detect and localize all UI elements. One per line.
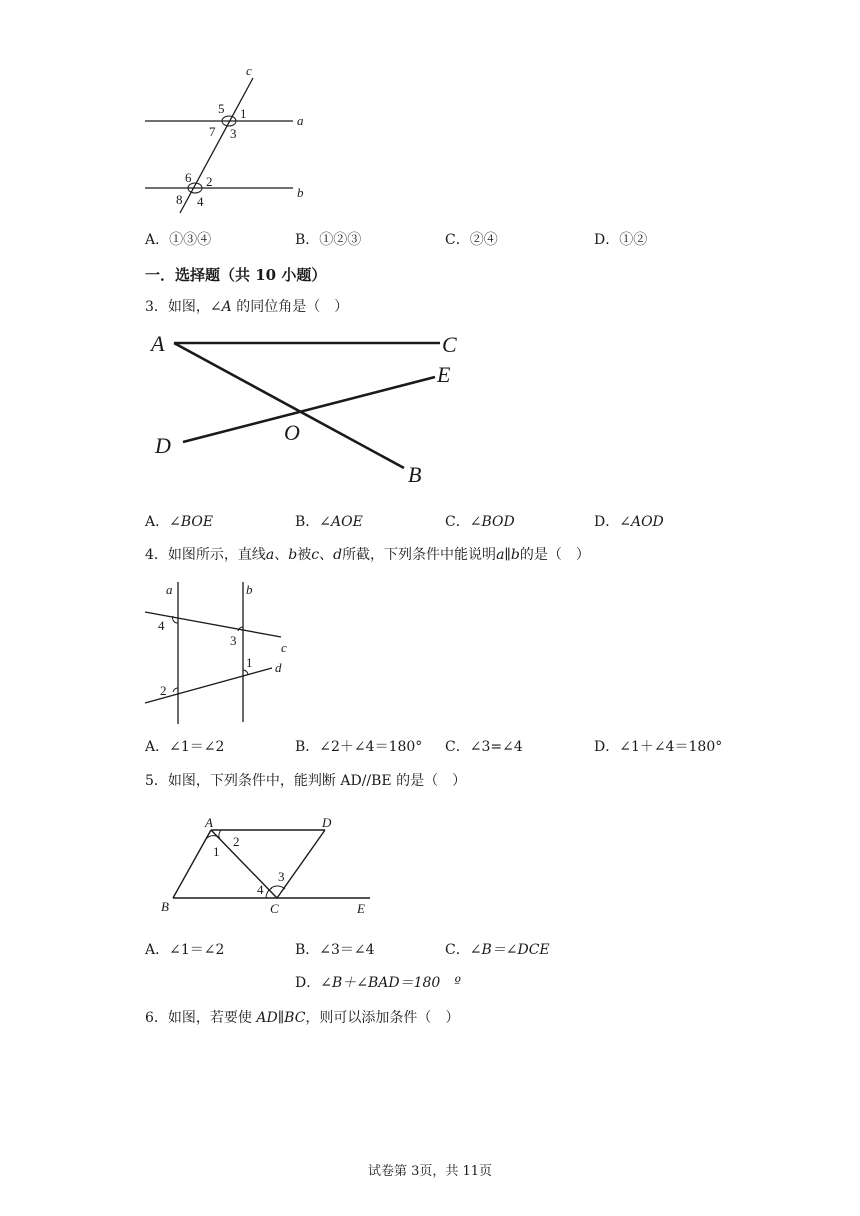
- q2-label-a: a: [297, 113, 304, 128]
- q5-label-3: 3: [278, 869, 285, 884]
- q3-label-C: C: [442, 332, 457, 357]
- q5-label-4: 4: [257, 882, 264, 897]
- q5-option-b[interactable]: B．∠3＝∠4: [295, 942, 375, 958]
- q5-option-c[interactable]: C．∠B＝∠DCE: [445, 942, 550, 958]
- q5-stem: 5．如图，下列条件中，能判断 AD//BE 的是（ ）: [145, 773, 467, 789]
- q4-option-c[interactable]: C．∠3=∠4: [445, 739, 523, 755]
- q2-option-a[interactable]: A．①③④: [145, 232, 212, 248]
- q4-label-1: 1: [246, 655, 253, 670]
- q2-label-c: c: [246, 63, 252, 78]
- q3-stem: 3．如图，∠A 的同位角是（ ）: [145, 299, 349, 315]
- q5-label-C: C: [270, 901, 279, 916]
- q2-label-4: 4: [197, 194, 204, 209]
- q6-stem: 6．如图，若要使 AD∥BC，则可以添加条件（ ）: [145, 1010, 460, 1026]
- q3-label-B: B: [408, 462, 422, 487]
- q4-label-2: 2: [160, 683, 167, 698]
- q5-label-D: D: [322, 815, 332, 830]
- q3-label-D: D: [155, 433, 171, 458]
- page-footer: 试卷第 3页，共 11页: [367, 1164, 493, 1179]
- q4-label-b: b: [246, 582, 253, 597]
- q5-option-a[interactable]: A．∠1＝∠2: [145, 942, 225, 958]
- q3-option-a[interactable]: A．∠BOE: [145, 514, 214, 530]
- q4-label-a: a: [166, 582, 173, 597]
- q4-label-d: d: [275, 660, 282, 675]
- q5-label-E: E: [357, 901, 365, 916]
- q3-label-E: E: [437, 362, 451, 387]
- q3-label-O: O: [284, 420, 300, 445]
- q4-stem: 4．如图所示，直线a、b被c、d所截，下列条件中能说明a∥b的是（ ）: [145, 547, 590, 563]
- q2-label-7: 7: [209, 124, 216, 139]
- q2-label-1: 1: [240, 106, 247, 121]
- q2-option-c[interactable]: C．②④: [445, 232, 498, 248]
- q2-label-b: b: [297, 185, 304, 200]
- q2-label-2: 2: [206, 174, 213, 189]
- q5-label-2: 2: [233, 834, 240, 849]
- q4-option-d[interactable]: D．∠1＋∠4＝180°: [594, 739, 723, 755]
- q4-label-3: 3: [230, 633, 237, 648]
- q3-option-c[interactable]: C．∠BOD: [445, 514, 515, 530]
- q2-label-8: 8: [176, 192, 183, 207]
- q4-option-b[interactable]: B．∠2＋∠4＝180°: [295, 739, 423, 755]
- q5-option-d[interactable]: D．∠B＋∠BAD＝180 º: [295, 975, 461, 991]
- q4-label-c: c: [281, 640, 287, 655]
- q4-option-a[interactable]: A．∠1＝∠2: [145, 739, 225, 755]
- q2-label-5: 5: [218, 101, 225, 116]
- q3-label-A: A: [151, 331, 165, 356]
- q3-option-b[interactable]: B．∠AOE: [295, 514, 363, 530]
- q2-label-6: 6: [185, 170, 192, 185]
- q5-label-1: 1: [213, 844, 220, 859]
- q2-option-b[interactable]: B．①②③: [295, 232, 362, 248]
- section-heading: 一．选择题（共 10 小题）: [145, 266, 327, 284]
- q2-label-3: 3: [230, 126, 237, 141]
- q4-label-4: 4: [158, 618, 165, 633]
- q5-label-B: B: [161, 899, 169, 914]
- q3-option-d[interactable]: D．∠AOD: [594, 514, 664, 530]
- q2-option-d[interactable]: D．①②: [594, 232, 648, 248]
- q5-label-A: A: [205, 815, 213, 830]
